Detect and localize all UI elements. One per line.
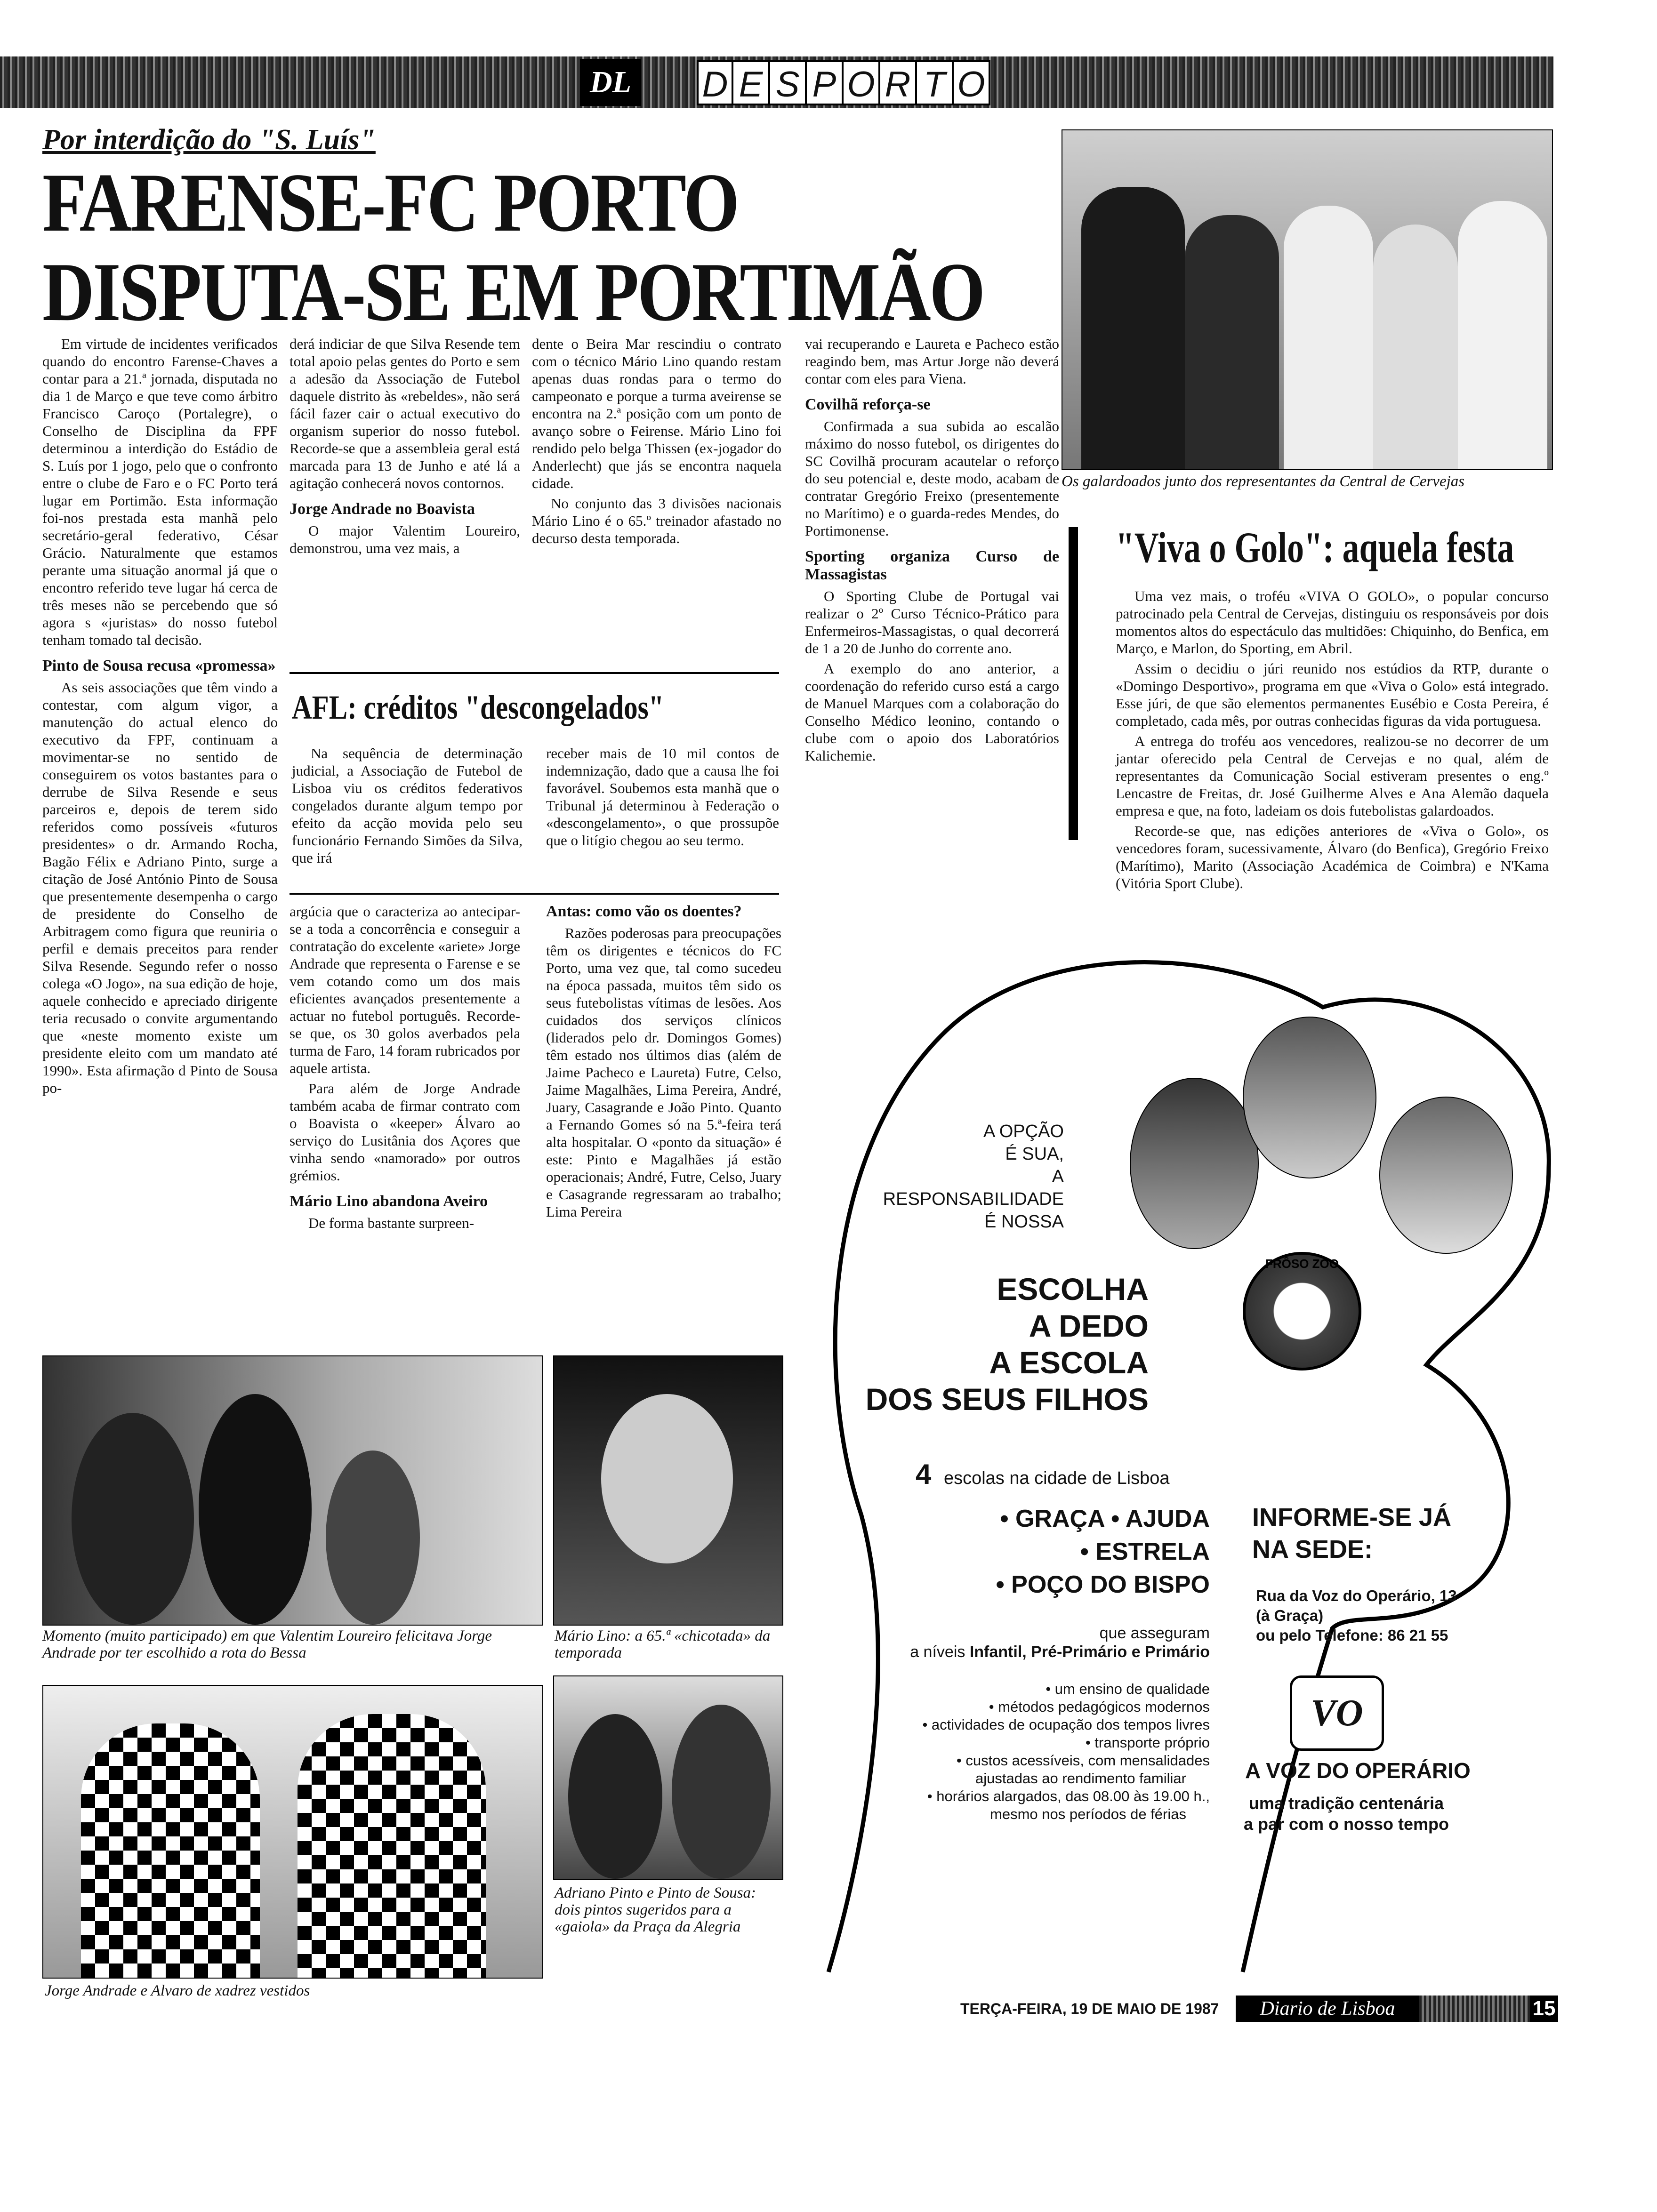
paragraph: Para além de Jorge Andrade também acaba de firmar contrato com o Boavista o «keeper» Álvaro ao serviço do Lusitânia dos Açores que vinha sendo «namorado» por outros grémios.: [290, 1080, 520, 1184]
ad-escolha-line: ESCOLHA: [997, 1272, 1149, 1306]
ad-niveis-line: [880, 1643, 1210, 1661]
lower-col2: [290, 903, 520, 1234]
ad-escolas-text: escolas na cidade de Lisboa: [943, 1468, 1170, 1488]
ad-child-photo-2: [1243, 1017, 1376, 1178]
ad-escolha-line: A DEDO: [1029, 1308, 1149, 1343]
caption-valentim: Momento (muito participado) em que Valentim Loureiro felicitava Jorge Andrade por ter escolhido a rota do Bessa: [42, 1627, 492, 1661]
ad-niveis-prefix: a níveis: [910, 1643, 965, 1661]
ad-address: [1256, 1586, 1457, 1645]
person-silhouette: [199, 1394, 312, 1625]
ad-opcao-line: A OPÇÃO: [983, 1122, 1064, 1141]
photo-jorge-andrade: [42, 1685, 543, 1979]
ad-org-name: A VOZ DO OPERÁRIO: [1245, 1758, 1471, 1783]
afl-headline: AFL: créditos "descongelados": [292, 689, 664, 726]
ad-school-row: • GRAÇA • AJUDA: [1000, 1505, 1210, 1532]
ad-tagline-line: uma tradição centenária: [1248, 1794, 1444, 1813]
ad-informe-line: NA SEDE:: [1252, 1535, 1373, 1563]
lower-col3: [546, 903, 781, 1223]
photo-central-cervejas: [1062, 129, 1553, 470]
paragraph: Na sequência de determinação judicial, a Associação de Futebol de Lisboa viu os créditos federativos congelados durante algum tempo por efeito da acção movida pelo seu funcionário Fernando Simões da Silva, que irá: [292, 745, 523, 866]
ad-schools-list: [937, 1502, 1210, 1601]
face-silhouette: [601, 1394, 733, 1563]
lead-col4: [805, 335, 1059, 767]
section-letter: E: [733, 60, 770, 105]
ad-opcao-line: É SUA,: [1005, 1144, 1064, 1164]
paragraph: Recorde-se que, nas edições anteriores de «Viva o Golo», os vencedores foram, sucessivamente, Álvaro (do Benfica), Gregório Freixo (Marítimo), Marito (Associação Académica de Coimbra) e N'Kama (Vitória Sport Clube).: [1116, 823, 1549, 891]
zoo-badge-text: FRÔSO ZOO: [1265, 1257, 1339, 1271]
ad-feature: ajustadas ao rendimento familiar: [975, 1770, 1186, 1787]
section-letter: O: [844, 60, 880, 105]
ad-feature: • custos acessíveis, com mensalidades: [956, 1752, 1210, 1769]
lead-col1: [42, 335, 278, 1099]
ad-opcao-line: É NOSSA: [984, 1212, 1064, 1232]
ad-opcao-line: RESPONSABILIDADE: [883, 1189, 1064, 1209]
ad-child-photo-3: [1379, 1097, 1513, 1254]
paragraph: O Sporting Clube de Portugal vai realizar o 2º Curso Técnico-Prático para Enfermeiros-Massagistas, o qual decorrerá de 1 a 20 de Junho do corrente ano.: [805, 588, 1059, 657]
caption-central-cervejas: Os galardoados junto dos representantes da Central de Cervejas: [1062, 473, 1465, 490]
ad-school-row: • ESTRELA: [1080, 1538, 1210, 1565]
vo-logo-text: VO: [1311, 1692, 1363, 1734]
section-letter: P: [807, 60, 844, 105]
photo-adriano-pinto: [553, 1675, 783, 1880]
person-silhouette: [1185, 215, 1279, 469]
footer-band: [1419, 1996, 1530, 2022]
logo-text: DL: [590, 65, 631, 99]
ad-address-line: (à Graça): [1256, 1607, 1324, 1624]
ad-escolha-line: A ESCOLA: [989, 1345, 1149, 1380]
ad-num-escolas: 4: [916, 1459, 932, 1490]
newspaper-logo: [580, 59, 641, 106]
ad-tagline: [1224, 1793, 1469, 1835]
paragraph: No conjunto das 3 divisões nacionais Mário Lino é o 65.º treinador afastado no decurso desta temporada.: [532, 495, 781, 546]
ad-feature: mesmo nos períodos de férias: [990, 1806, 1186, 1822]
person-silhouette: [1081, 187, 1185, 469]
photo-mario-lino: [553, 1355, 783, 1626]
person-silhouette: [1284, 206, 1373, 469]
section-letter: T: [917, 60, 954, 105]
subhead-sporting-curso: Sporting organiza Curso de Massagistas: [805, 548, 1059, 583]
paragraph: vai recuperando e Laureta e Pacheco estão reagindo bem, mas Artur Jorge não deverá contar com eles para Viena.: [805, 336, 1059, 387]
subhead-mario-lino: Mário Lino abandona Aveiro: [290, 1193, 488, 1210]
paragraph: Uma vez mais, o troféu «VIVA O GOLO», o popular concurso patrocinado pela Central de Cervejas, distinguiu os responsáveis por dois momentos altos do espectáculo das multidões: Chiquinho, do Benfica, em Março, e Marlon, do Sporting, em Abril.: [1116, 588, 1549, 657]
ad-feature: • métodos pedagógicos modernos: [989, 1699, 1210, 1715]
section-letter: R: [880, 60, 917, 105]
person-silhouette: [298, 1714, 486, 1978]
person-silhouette: [672, 1705, 771, 1879]
paragraph: receber mais de 10 mil contos de indemnização, dado que a causa lhe foi favorável. Soubemos esta manhã que o Tribunal já determinou à Federação o «descongelamento», o que prossupõe que o litígio chegou ao seu termo.: [546, 745, 779, 849]
afl-top-rule: [290, 672, 779, 674]
paragraph: A exemplo do ano anterior, a coordenação do referido curso está a cargo de Manuel Marques com a colaboração do Conselho Médico leonino, contando o clube com o apoio dos Laboratórios Kalichemie.: [805, 660, 1059, 764]
ad-feature: • transporte próprio: [1085, 1734, 1210, 1751]
lead-col3: [532, 335, 781, 550]
subhead-covilha: Covilhã reforça-se: [805, 396, 931, 413]
ad-opcao-block: [819, 1120, 1064, 1233]
headline-line1: FARENSE-FC PORTO: [42, 156, 738, 249]
paragraph: As seis associações que têm vindo a contestar, com algum vigor, a manutenção do actual elenco do executivo da FPF, continuam a movimentar-se no sentido de conseguirem os votos bastantes para o derrube de Silva Resende e seus parceiros e, depois de terem sido referidos como possíveis «futuros presidentes» o dr. Armando Rocha, Bagão Félix e Adriano Pinto, surge a citação de José António Pinto de Sousa que presentemente desempenha o cargo de presidente do Conselho de Arbitragem como figura que reuniria o perfil e demais preceitos para render Silva Resende. Segundo refer o nosso colega «O Jogo», na sua edição de hoje, aquele conhecido e apreciado dirigente teria recusado o convite argumentando que «neste momento existe um presidente eleito com um mandato até 1990». Esta afirmação d Pinto de Sousa po-: [42, 679, 278, 1096]
ad-feature: • um ensino de qualidade: [1046, 1681, 1210, 1697]
ad-school-row: • POÇO DO BISPO: [996, 1571, 1210, 1598]
ad-asseguram: [880, 1624, 1210, 1661]
golo-side-bar: [1069, 527, 1078, 840]
ad-escolha-line: DOS SEUS FILHOS: [865, 1382, 1149, 1417]
ad-tagline-line: a par com o nosso tempo: [1243, 1814, 1449, 1834]
paragraph: O major Valentim Loureiro, demonstrou, uma vez mais, a: [290, 522, 520, 556]
photo-valentim-loureiro: [42, 1355, 543, 1626]
ad-informe: [1252, 1501, 1451, 1565]
section-letter: D: [697, 60, 733, 105]
afl-bottom-rule: [290, 893, 779, 895]
golo-headline: "Viva o Golo": aquela festa: [1116, 523, 1514, 571]
person-silhouette: [326, 1451, 420, 1625]
ad-informe-line: INFORME-SE JÁ: [1252, 1503, 1452, 1531]
subhead-pinto-de-sousa: Pinto de Sousa recusa «promessa»: [42, 657, 276, 674]
caption-mario-lino: Mário Lino: a 65.ª «chicotada» da temporada: [555, 1627, 771, 1661]
paragraph: Assim o decidiu o júri reunido nos estúdios da RTP, durante o «Domingo Desportivo», programa em que «Viva o Golo» está integrado. Esse júri, de que são elementos permanentes Eusébio e Costa Pereira, é completado, cada mês, por outras conhecidas figuras da vida portuguesa.: [1116, 660, 1549, 729]
section-letter: O: [954, 60, 990, 105]
ad-features: [824, 1680, 1210, 1823]
paragraph: Confirmada a sua subida ao escalão máximo do nosso futebol, os dirigentes do SC Covilhã procuram acautelar o reforço do seu potencial e, deste modo, acabam de contratar Gregório Freixo (presentemente no Marítimo) e o guarda-redes Mendes, do Portimonense.: [805, 418, 1059, 539]
ad-vo-logo: [1290, 1675, 1384, 1751]
ad-child-photo-1: [1130, 1078, 1259, 1249]
ad-address-line: Rua da Voz do Operário, 13: [1256, 1587, 1457, 1604]
subhead-antas: Antas: como vão os doentes?: [546, 903, 742, 920]
headline-line2: DISPUTA-SE EM PORTIMÃO: [42, 245, 984, 338]
subhead-jorge-andrade: Jorge Andrade no Boavista: [290, 500, 475, 518]
ad-asseguram-text: que asseguram: [1099, 1624, 1210, 1642]
paragraph: derá indiciar de que Silva Resende tem total apoio pelas gentes do Porto e sem a adesão da Associação de Futebol daquele distrito às «rebeldes», não será fácil fazer cair o actual executivo do organism superior do nosso futebol. Recorde-se que a assembleia geral está marcada para 13 de Junho e até lá a agitação conhecerá novos contornos.: [290, 336, 520, 491]
person-silhouette: [72, 1413, 194, 1625]
section-letter: S: [770, 60, 807, 105]
ad-escolas-line: [916, 1458, 1170, 1491]
afl-col2: [546, 745, 779, 852]
paragraph: De forma bastante surpreen-: [308, 1215, 475, 1231]
person-silhouette: [81, 1723, 260, 1978]
kicker: Por interdição do "S. Luís": [42, 124, 376, 156]
ad-niveis: Infantil, Pré-Primário e Primário: [969, 1643, 1210, 1661]
person-silhouette: [1458, 201, 1547, 469]
ad-address-line: ou pelo Telefone: 86 21 55: [1256, 1627, 1448, 1644]
ad-feature: • horários alargados, das 08.00 às 19.00 h.,: [927, 1788, 1210, 1804]
footer-paper-name: Diario de Lisboa: [1236, 1996, 1419, 2022]
section-title-desporto: [697, 60, 990, 105]
ad-zoo-badge: [1243, 1252, 1361, 1370]
caption-adriano-pinto: Adriano Pinto e Pinto de Sousa: dois pintos sugeridos para a «gaiola» da Praça da Alegria: [555, 1884, 756, 1935]
caption-jorge-andrade: Jorge Andrade e Alvaro de xadrez vestidos: [45, 1982, 310, 1999]
paragraph: argúcia que o caracteriza ao antecipar-se a toda a concorrência e conseguir a contratação do excelente «ariete» Jorge Andrade que representa o Farense e se vem cotando como um dos mais eficientes avançados presentemente a actuar no futebol português. Recorde-se que, os 30 golos averbados pela turma de Faro, 14 foram rubricados por aquele artista.: [290, 903, 520, 1076]
paragraph: Em virtude de incidentes verificados quando do encontro Farense-Chaves a contar para a 21.ª jornada, disputada no dia 1 de Março e que teve como árbitro Francisco Caroço (Portalegre), o Conselho de Disciplina da FPF determinou a interdição do Estádio de S. Luís por 1 jogo, pelo que o confronto entre o clube de Faro e o FC Porto terá lugar em Portimão. Esta informação foi-nos prestada esta manhã pelo secretário-geral federativo, César Grácio. Naturalmente que estamos perante uma situação anormal já que o encontro referido teve lugar há cerca de três meses não se percebendo que só agora s «juristas» do nosso futebol tenham tomado tal decisão.: [42, 336, 278, 648]
person-silhouette: [568, 1714, 662, 1879]
paragraph: dente o Beira Mar rescindiu o contrato com o técnico Mário Lino quando restam apenas duas rondas para o termo do campeonato e porque a turma aveirense se encontra na 2.ª posição com um ponto de avanço sobre o Feirense. Mário Lino foi rendido pelo belga Thissen (ex-jogador do Anderlecht) que jás se encontra naquela cidade.: [532, 336, 781, 491]
ad-opcao-line: A: [1052, 1167, 1064, 1186]
footer-page-number: 15: [1530, 1996, 1558, 2022]
ad-escolha-block: [843, 1271, 1149, 1418]
lead-col2: [290, 335, 520, 560]
afl-col1: [292, 745, 523, 869]
paragraph: A entrega do troféu aos vencedores, realizou-se no decorrer de um jantar oferecido pela Central de Cervejas e no qual, além de representantes da Comunicação Social estiveram presentes o eng.º Lencastre de Freitas, dr. José Guilherme Alves e Ana Alemão daquela empresa e que, na foto, ladeiam os dois futebolistas galardoados.: [1116, 733, 1549, 819]
person-silhouette: [1373, 224, 1458, 469]
ad-feature: • actividades de ocupação dos tempos livres: [922, 1716, 1210, 1733]
golo-body: [1116, 587, 1549, 895]
paragraph: Razões poderosas para preocupações têm os dirigentes e técnicos do FC Porto, uma vez que, tal como sucedeu na época passada, muitos têm sido os seus futebolistas vítimas de lesões. Aos cuidados dos serviços clínicos (liderados pelo dr. Domingos Gomes) têm estado nos últimos dias (além de Jaime Pacheco e Laureta) Futre, Celso, Jaime Magalhães, Lima Pereira, André, Juary, Casagrande e João Pinto. Quanto a Fernando Gomes só na 5.ª-feira terá alta hospitalar. O «ponto da situação» é este: Pinto e Magalhães já estão operacionais; André, Futre, Celso, Juary e Casagrande regressaram ao trabalho; Lima Pereira: [546, 925, 781, 1220]
footer-date: TERÇA-FEIRA, 19 DE MAIO DE 1987: [960, 2000, 1219, 2017]
